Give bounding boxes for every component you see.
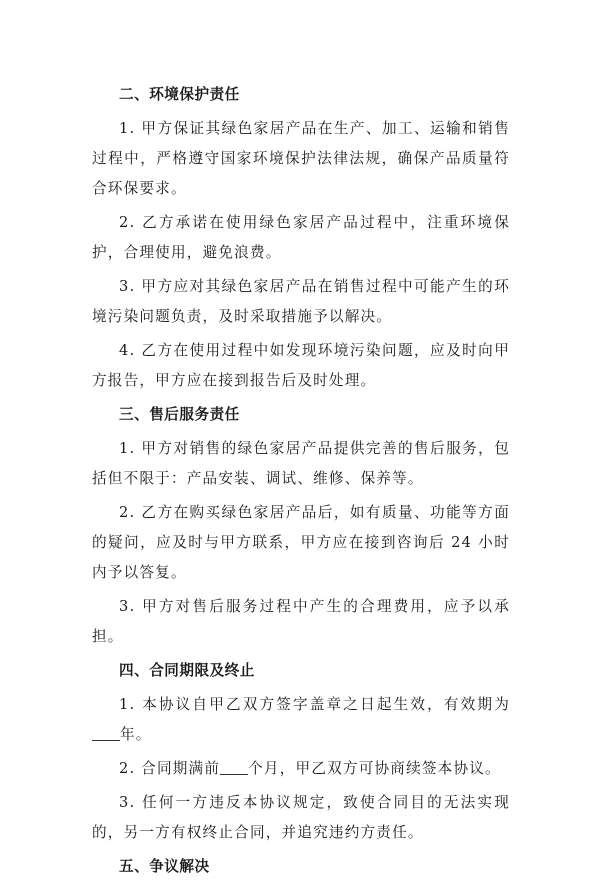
paragraph: 3. 甲方应对其绿色家居产品在销售过程中可能产生的环境污染问题负责，及时采取措施予以解决。 — [92, 278, 510, 325]
section-heading-environmental: 二、环境保护责任 — [119, 86, 240, 103]
paragraph: 2. 乙方承诺在使用绿色家居产品过程中，注重环境保护，合理使用，避免浪费。 — [92, 214, 510, 261]
paragraph: 1. 甲方保证其绿色家居产品在生产、加工、运输和销售过程中，严格遵守国家环境保护法律法规，确保产品质量符合环保要求。 — [92, 120, 510, 197]
text: 2. 合同期满前 — [119, 760, 221, 777]
text: 个月，甲乙双方可协商续签本协议。 — [248, 760, 501, 777]
text: 年。 — [120, 726, 152, 743]
paragraph: 3. 任何一方违反本协议规定，致使合同目的无法实现的，另一方有权终止合同，并追究违约方责任。 — [92, 794, 510, 841]
text: 1. 本协议自甲乙双方签字盖章之日起生效，有效期为 — [119, 696, 510, 713]
paragraph: 2. 乙方在购买绿色家居产品后，如有质量、功能等方面的疑问，应及时与甲方联系，甲方应在接到咨询后 24 小时内予以答复。 — [92, 504, 510, 581]
paragraph: 4. 乙方在使用过程中如发现环境污染问题，应及时向甲方报告，甲方应在接到报告后及时处理。 — [92, 342, 510, 389]
paragraph: 1. 甲方对销售的绿色家居产品提供完善的售后服务，包括但不限于：产品安装、调试、维修、保养等。 — [92, 440, 510, 487]
section-heading-after-sales: 三、售后服务责任 — [119, 406, 240, 423]
section-heading-term: 四、合同期限及终止 — [119, 662, 255, 679]
paragraph: 3. 甲方对售后服务过程中产生的合理费用，应予以承担。 — [92, 598, 510, 645]
section-heading-dispute: 五、争议解决 — [119, 858, 210, 875]
paragraph-validity-period — [92, 690, 510, 750]
blank-field-months — [220, 760, 248, 775]
paragraph-renewal — [92, 754, 510, 784]
document-page — [92, 80, 510, 886]
blank-field-years — [92, 726, 120, 741]
